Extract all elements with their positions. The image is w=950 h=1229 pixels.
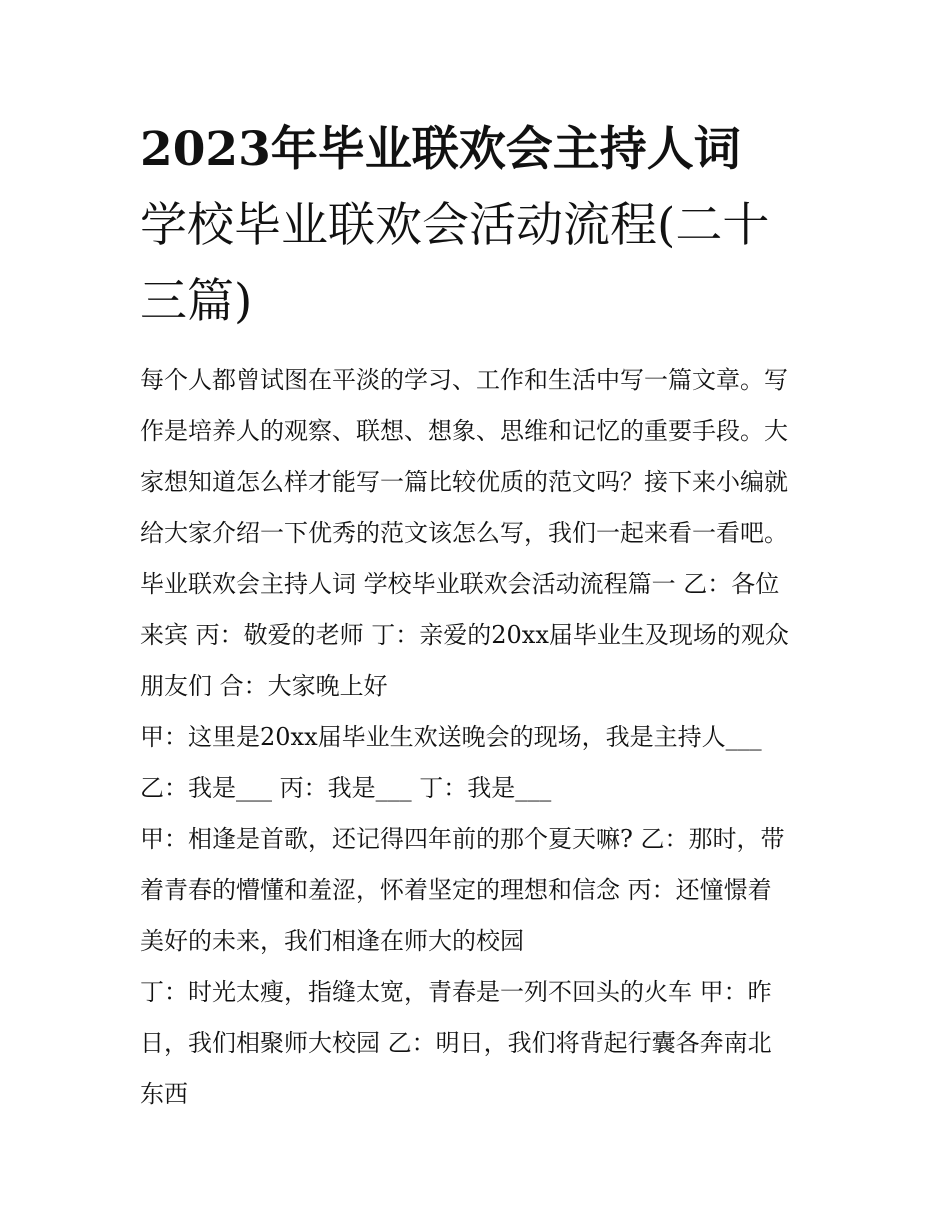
text-line: 美好的未来，我们相逢在师大的校园 [140,927,524,955]
title-line-1: 2023年毕业联欢会主持人词 [140,122,741,177]
text-line: 朋友们 合：大家晚上好 [140,672,388,700]
document-title [140,112,830,340]
text-line: 家想知道怎么样才能写一篇比较优质的范文吗？接下来小编就 [140,468,788,496]
text-line: 甲：这里是20xx届毕业生欢送晚会的现场，我是主持人___ [140,723,762,751]
text-line: 毕业联欢会主持人词 学校毕业联欢会活动流程篇一 乙：各位 [140,570,780,598]
text-line: 给大家介绍一下优秀的范文该怎么写，我们一起来看一看吧。 [140,519,788,547]
title-line-3: 三篇) [140,274,253,329]
paragraph-hosts [140,712,830,814]
text-line: 着青春的懵懂和羞涩，怀着坚定的理想和信念 丙：还憧憬着 [140,876,772,904]
text-line: 作是培养人的观察、联想、想象、思维和记忆的重要手段。大 [140,417,788,445]
document-body [140,355,830,1120]
text-line: 乙：我是___ 丙：我是___ 丁：我是___ [140,774,552,802]
text-line: 丁：时光太瘦，指缝太宽，青春是一列不回头的火车 甲：昨 [140,978,772,1006]
paragraph-time [140,967,830,1120]
title-line-2: 学校毕业联欢会活动流程(二十 [140,198,770,253]
text-line: 日，我们相聚师大校园 乙：明日，我们将背起行囊各奔南北 [140,1029,772,1057]
text-line: 每个人都曾试图在平淡的学习、工作和生活中写一篇文章。写 [140,366,788,394]
text-line: 东西 [140,1080,188,1108]
paragraph-intro [140,355,830,712]
text-line: 来宾 丙：敬爱的老师 丁：亲爱的20xx届毕业生及现场的观众 [140,621,789,649]
paragraph-meeting [140,814,830,967]
text-line: 甲：相逢是首歌，还记得四年前的那个夏天嘛? 乙：那时，带 [140,825,785,853]
